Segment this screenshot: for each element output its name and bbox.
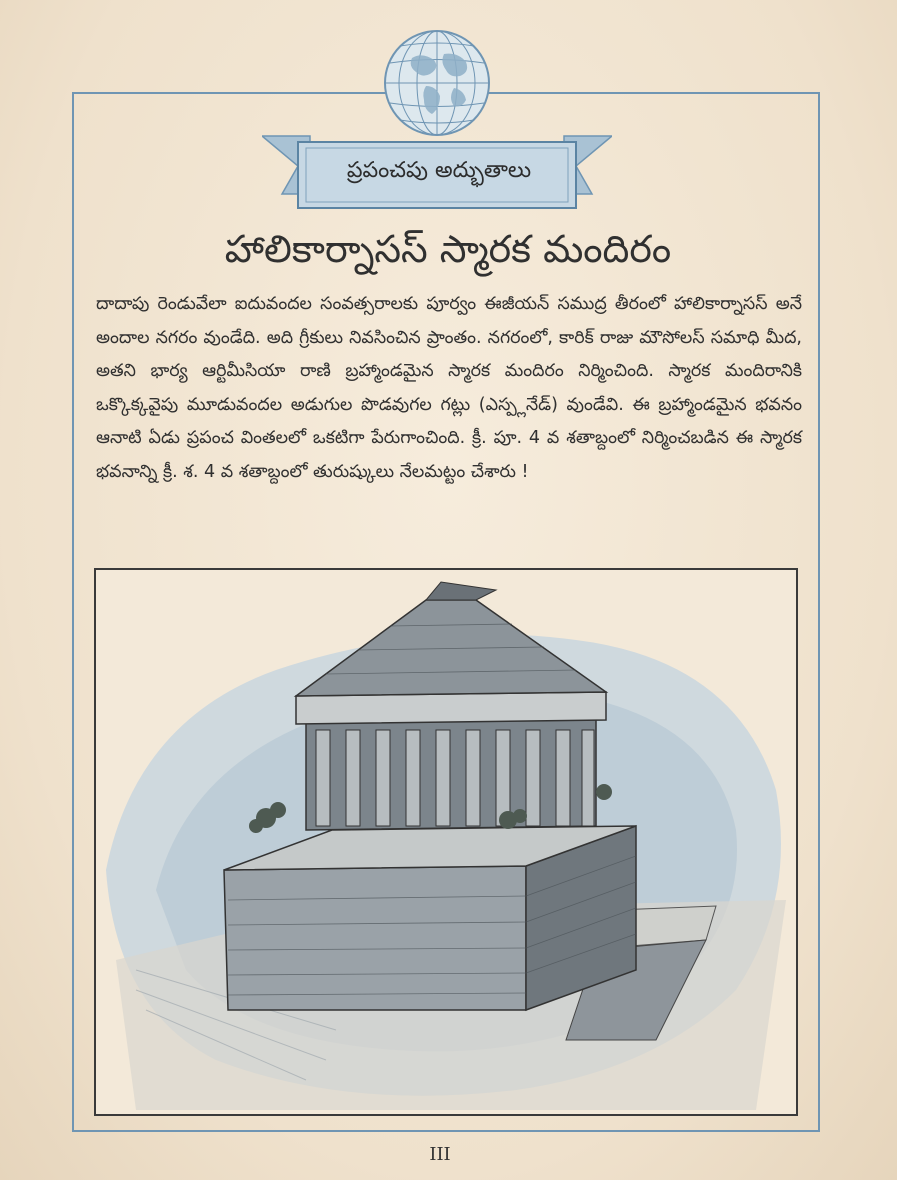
article-body: దాదాపు రెండువేలా ఐదువందల సంవత్సరాలకు పూర్వం ఈజీయన్ సముద్ర తీరంలో హాలికార్నాసస్ అనే అందాల నగరం వుండేది. అది గ్రీకులు నివసించిన ప్రాంతం. నగరంలో, కారిక్ రాజు మౌసోలస్ సమాధి మీద, అతని భార్య ఆర్టిమీసియా రాణి బ్రహ్మాండమైన స్మారక మందిరం నిర్మించింది. స్మారక మందిరానికి ఒక్కొక్కవైపు మూడువందల అడుగుల పొడవుగల గట్లు (ఎస్ప్లనేడ్) వుండేవి. ఈ బ్రహ్మాండమైన భవనం ఆనాటి ఏడు ప్రపంచ వింతలలో ఒకటిగా పేరుగాంచింది. క్రీ. పూ. 4 వ శతాబ్దంలో నిర్మించబడిన ఈ స్మారక భవనాన్ని క్రీ. శ. 4 వ శతాబ్దంలో తురుష్కులు నేలమట్టం చేశారు !	[96, 294, 803, 482]
page-number: III	[429, 1144, 451, 1165]
article-title: హాలికార్నాసస్ స్మారక మందిరం	[224, 227, 672, 271]
mausoleum-illustration	[94, 568, 798, 1116]
banner-label: ప్రపంచపు అద్భుతాలు	[346, 158, 532, 183]
globe-icon	[382, 28, 492, 138]
mausoleum-drawing	[96, 570, 796, 1114]
